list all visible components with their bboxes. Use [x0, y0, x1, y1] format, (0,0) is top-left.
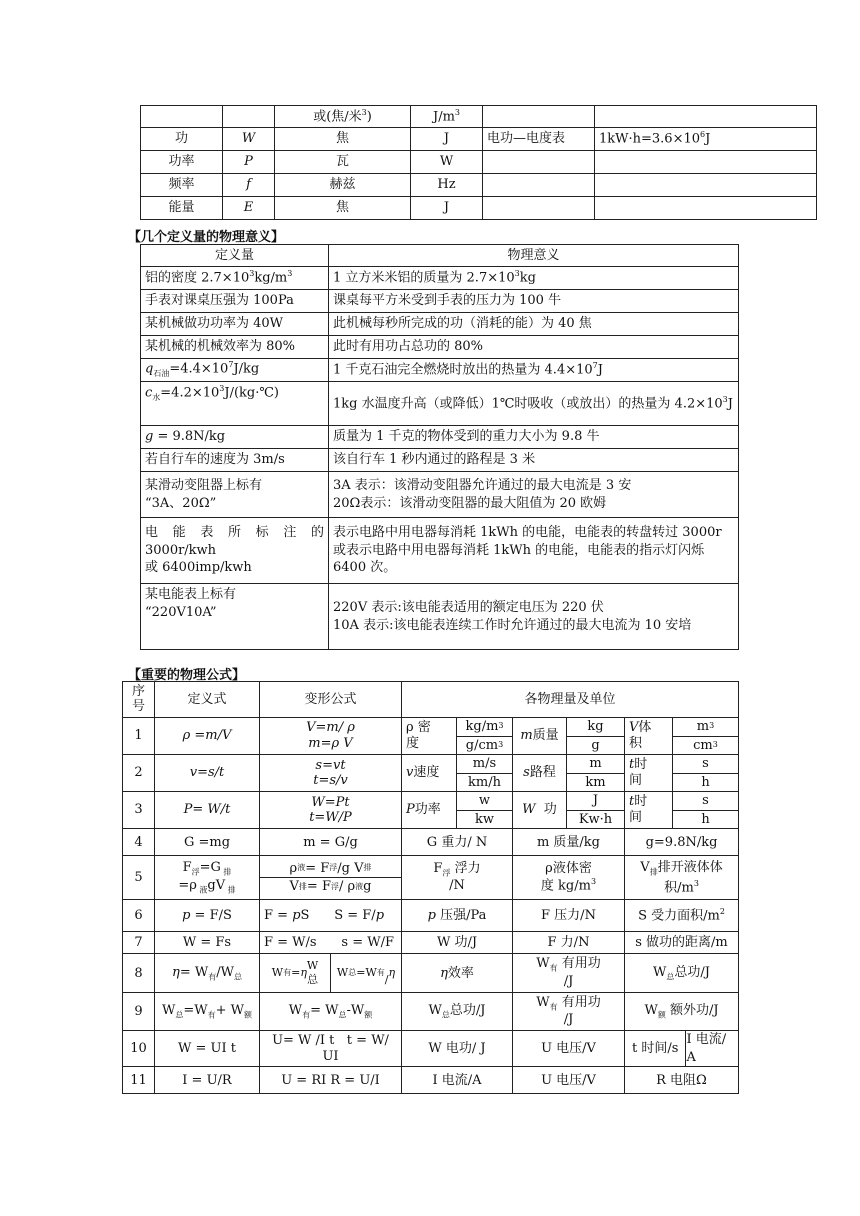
- relation-cell: [595, 197, 817, 220]
- table-row: [141, 106, 817, 128]
- definition-formula: W = Fs: [155, 932, 260, 954]
- physical-meaning: 1 千克石油完全燃烧时放出的热量为 $4.4\times 10^7J$: [329, 359, 739, 382]
- section-title-formulas: 【重要的物理公式】: [128, 668, 246, 683]
- physical-meaning: 此时有用功占总功的 80%: [329, 336, 739, 359]
- definition-formula: $W_总=W_有+ W_额$: [155, 993, 260, 1031]
- quantity-unit: U 电压/V: [513, 1067, 625, 1094]
- relation-cell: $1kW\cdot h=3.6\times 10^6J$: [595, 128, 817, 151]
- definition-formula: W = UI t: [155, 1031, 260, 1067]
- quantity-label: ρ 密 度: [402, 718, 457, 755]
- definition-formula: ρ =m/V: [155, 718, 260, 755]
- definition-formula: $F_浮=G$ $_排$ =ρ $_液$gV $_排$: [155, 856, 260, 900]
- unit-top: m: [567, 755, 624, 774]
- defined-quantity: 某机械做功功率为 40W: [141, 313, 329, 336]
- quantity-cell: 频率: [141, 174, 223, 197]
- unit-cell: 焦: [275, 197, 411, 220]
- table-row: [141, 472, 739, 518]
- unit-cell: [457, 755, 513, 792]
- quantity-unit: G 重力/ N: [402, 829, 513, 856]
- table-row: [141, 151, 817, 174]
- derived-formula-2: m=ρ V: [308, 736, 353, 752]
- table-row: [141, 382, 739, 426]
- instrument-cell: [483, 197, 595, 220]
- derived-formula: U = RI R = U/I: [260, 1067, 402, 1094]
- defined-quantity: 某电能表上标有 “220V10A”: [141, 584, 329, 650]
- instrument-cell: [483, 174, 595, 197]
- defined-quantity: 手表对课桌压强为 100Pa: [141, 290, 329, 313]
- table-row: [123, 792, 739, 829]
- table-row: [141, 426, 739, 449]
- derived-formula: F = W/s s = W/F: [260, 932, 402, 954]
- derived-formula: ρ 液 = F 浮 /g V 排 V 排 = F 浮 / ρ 液 g: [260, 856, 402, 900]
- row-number: 11: [123, 1067, 155, 1094]
- table-row: [141, 584, 739, 650]
- si-unit-cell: $J/m^3$: [411, 106, 483, 128]
- table-row: [123, 993, 739, 1031]
- quantity-label: W 功: [513, 792, 567, 829]
- defined-quantity: 某滑动变阻器上标有 “3A、20Ω”: [141, 472, 329, 518]
- table-row: [141, 518, 739, 584]
- quantity-unit: $W_额$ 额外功/J: [625, 993, 739, 1031]
- table-row: [141, 336, 739, 359]
- meaning-table: [140, 244, 739, 650]
- instrument-cell: [483, 151, 595, 174]
- derived-formula: W 有 = η W 总 W 总 =W 有 / η: [260, 954, 402, 993]
- defined-quantity: 电 能 表 所 标 注 的 3000r/kwh 或 6400imp/kwh: [141, 518, 329, 584]
- derived-formula-2: t=W/P: [309, 810, 352, 826]
- physical-meaning: 3A 表示：该滑动变阻器允许通过的最大电流是 3 安 20Ω表示：该滑动变阻器的最大阻值为 20 欧姆: [329, 472, 739, 518]
- table-row: [141, 359, 739, 382]
- symbol-cell: [223, 106, 275, 128]
- derived-formula: [260, 755, 402, 792]
- units-table: [140, 105, 817, 220]
- derived-formula: [260, 718, 402, 755]
- table-row: [123, 856, 739, 900]
- column-header: 各物理量及单位: [402, 682, 739, 718]
- quantity-unit: η效率: [402, 954, 513, 993]
- unit-cell: [673, 755, 739, 792]
- definition-formula: v=s/t: [155, 755, 260, 792]
- unit-bottom: kw: [474, 811, 494, 827]
- physical-meaning: 课桌每平方米受到手表的压力为 100 牛: [329, 290, 739, 313]
- physical-meaning: 1 立方米米铝的质量为 $2.7\times 10^3kg$: [329, 267, 739, 290]
- physical-meaning: 质量为 1 千克的物体受到的重力大小为 9.8 牛: [329, 426, 739, 449]
- row-number: 9: [123, 993, 155, 1031]
- table-row: [141, 267, 739, 290]
- unit-cell: [673, 792, 739, 829]
- quantity-unit: U 电压/V: [513, 1031, 625, 1067]
- table-row: [141, 290, 739, 313]
- unit-cell: 瓦: [275, 151, 411, 174]
- derived-formula: [260, 792, 402, 829]
- unit-cell: [457, 792, 513, 829]
- quantity-unit: m 质量/kg: [513, 829, 625, 856]
- defined-quantity: 铝的密度 $2.7\times 10^3kg/m^3$: [141, 267, 329, 290]
- quantity-unit: $W_总$总功/J: [625, 954, 739, 993]
- table-row: [141, 128, 817, 151]
- derived-formula: U= W /I t t = W/ UI: [260, 1031, 402, 1067]
- defined-quantity: $c_水=4.2\times 10^3J/(kg\cdot℃)$: [141, 382, 329, 426]
- row-number: 7: [123, 932, 155, 954]
- table-row: [123, 755, 739, 792]
- quantity-unit: W 电功/ J: [402, 1031, 513, 1067]
- quantity-unit: I 电流/A: [402, 1067, 513, 1094]
- unit-bottom: h: [701, 811, 710, 827]
- unit-cell: 或(焦/米$^3$): [275, 106, 411, 128]
- column-header: 变形公式: [260, 682, 402, 718]
- relation-cell: [595, 106, 817, 128]
- unit-cell: [567, 718, 625, 755]
- column-header: 定义式: [155, 682, 260, 718]
- derived-formula: F = pS S = F/p: [260, 900, 402, 932]
- derived-formula-1: W=Pt: [311, 794, 350, 810]
- unit-top: kg: [567, 718, 624, 737]
- derived-formula-1: V=m/ ρ: [306, 720, 355, 736]
- current-unit: I 电流/ A: [686, 1032, 727, 1065]
- definition-formula: G =mg: [155, 829, 260, 856]
- row-number: 10: [123, 1031, 155, 1067]
- symbol-cell: W: [223, 128, 275, 151]
- row-number: 3: [123, 792, 155, 829]
- unit-bottom: g: [591, 737, 600, 753]
- table-row: [123, 1067, 739, 1094]
- unit-top: m/s: [457, 755, 512, 774]
- quantity-unit: [625, 1031, 739, 1067]
- quantity-label: s路程: [513, 755, 567, 792]
- physical-meaning: 此机械每秒所完成的功（消耗的能）为 40 焦: [329, 313, 739, 336]
- quantity-unit: $W_有$ 有用功 /J: [513, 954, 625, 993]
- quantity-label: t时 间: [625, 792, 673, 829]
- derived-formula: $W_有= W_总-W_额$: [260, 993, 402, 1031]
- quantity-cell: 功: [141, 128, 223, 151]
- quantity-unit: $W_有$ 有用功 /J: [513, 993, 625, 1031]
- relation-cell: [595, 174, 817, 197]
- table-header-row: [123, 682, 739, 718]
- si-unit-cell: J: [411, 128, 483, 151]
- derived-formula-1: s=vt: [315, 757, 346, 773]
- quantity-unit: p 压强/Pa: [402, 900, 513, 932]
- derived-formula: m = G/g: [260, 829, 402, 856]
- table-row: [123, 954, 739, 993]
- quantity-cell: 功率: [141, 151, 223, 174]
- table-row: [123, 1031, 739, 1067]
- instrument-cell: 电功—电度表: [483, 128, 595, 151]
- table-row: [123, 932, 739, 954]
- unit-bottom: Kw·h: [578, 811, 613, 827]
- defined-quantity: g = 9.8N/kg: [141, 426, 329, 449]
- si-unit-cell: Hz: [411, 174, 483, 197]
- definition-formula: p = F/S: [155, 900, 260, 932]
- unit-cell: [567, 755, 625, 792]
- unit-cell: 赫兹: [275, 174, 411, 197]
- unit-bottom: km: [585, 774, 606, 790]
- quantity-label: t时 间: [625, 755, 673, 792]
- quantity-unit: S 受力面积$/m^2$: [625, 900, 739, 932]
- quantity-unit: s 做功的距离/m: [625, 932, 739, 954]
- row-number: 6: [123, 900, 155, 932]
- unit-cell: m 3 cm 3: [673, 718, 739, 755]
- definition-formula: $\eta= W_有/W_总$: [155, 954, 260, 993]
- quantity-unit: $V_排$排开液体体积$/m^3$: [625, 856, 739, 900]
- row-number: 5: [123, 856, 155, 900]
- quantity-label: V体 积: [625, 718, 673, 755]
- unit-bottom: h: [701, 774, 710, 790]
- unit-bottom: km/h: [468, 774, 501, 790]
- relation-cell: [595, 151, 817, 174]
- unit-cell: [567, 792, 625, 829]
- quantity-unit: R 电阻Ω: [625, 1067, 739, 1094]
- instrument-cell: [483, 106, 595, 128]
- section-title-definitions: 【几个定义量的物理意义】: [128, 230, 285, 245]
- si-unit-cell: J: [411, 197, 483, 220]
- table-row: [123, 900, 739, 932]
- row-number: 1: [123, 718, 155, 755]
- unit-cell: 焦: [275, 128, 411, 151]
- defined-quantity: 若自行车的速度为 3m/s: [141, 449, 329, 472]
- physical-meaning: 表示电路中用电器每消耗 1kWh 的电能，电能表的转盘转过 3000r 或表示电路中用电器每消耗 1kWh 的电能，电能表的指示灯闪烁 6400 次。: [329, 518, 739, 584]
- quantity-unit: ρ液体密 度 $kg/m^3$: [513, 856, 625, 900]
- unit-top: s: [673, 792, 738, 811]
- unit-top: s: [673, 755, 738, 774]
- formula-table: [122, 681, 739, 1094]
- column-header: 序 号: [123, 682, 155, 718]
- table-row: [141, 197, 817, 220]
- symbol-cell: E: [223, 197, 275, 220]
- column-header: 物理意义: [329, 245, 739, 267]
- unit-top: J: [567, 792, 624, 811]
- quantity-label: v速度: [402, 755, 457, 792]
- quantity-unit: W 功/J: [402, 932, 513, 954]
- quantity-cell: 能量: [141, 197, 223, 220]
- column-header: 定义量: [141, 245, 329, 267]
- time-unit: t 时间/s: [625, 1031, 686, 1066]
- defined-quantity: $q_{石油}=4.4\times 10^7J/kg$: [141, 359, 329, 382]
- definition-formula: P= W/t: [155, 792, 260, 829]
- physical-meaning: 220V 表示:该电能表适用的额定电压为 220 伏 10A 表示:该电能表连续工作时允许通过的最大电流为 10 安培: [329, 584, 739, 650]
- table-row: [141, 449, 739, 472]
- definition-formula: I = U/R: [155, 1067, 260, 1094]
- row-number: 8: [123, 954, 155, 993]
- unit-cell: kg/m 3 g/cm 3: [457, 718, 513, 755]
- quantity-unit: g=9.8N/kg: [625, 829, 739, 856]
- defined-quantity: 某机械的机械效率为 80%: [141, 336, 329, 359]
- table-row: [123, 718, 739, 755]
- quantity-label: m质量: [513, 718, 567, 755]
- unit-top: w: [457, 792, 512, 811]
- table-header-row: [141, 245, 739, 267]
- symbol-cell: f: [223, 174, 275, 197]
- table-row: [123, 829, 739, 856]
- quantity-unit: $W_总$总功/J: [402, 993, 513, 1031]
- table-row: [141, 313, 739, 336]
- si-unit-cell: W: [411, 151, 483, 174]
- symbol-cell: P: [223, 151, 275, 174]
- physical-meaning: 该自行车 1 秒内通过的路程是 3 米: [329, 449, 739, 472]
- quantity-cell: [141, 106, 223, 128]
- row-number: 4: [123, 829, 155, 856]
- derived-formula-2: t=s/v: [313, 773, 348, 789]
- row-number: 2: [123, 755, 155, 792]
- quantity-unit: F 力/N: [513, 932, 625, 954]
- physical-meaning: 1kg 水温度升高（或降低）1℃时吸收（或放出）的热量为 $4.2\times 10^3J$: [329, 382, 739, 426]
- quantity-unit: F 压力/N: [513, 900, 625, 932]
- quantity-unit: $F_浮$ 浮力 /N: [402, 856, 513, 900]
- table-row: [141, 174, 817, 197]
- quantity-label: P功率: [402, 792, 457, 829]
